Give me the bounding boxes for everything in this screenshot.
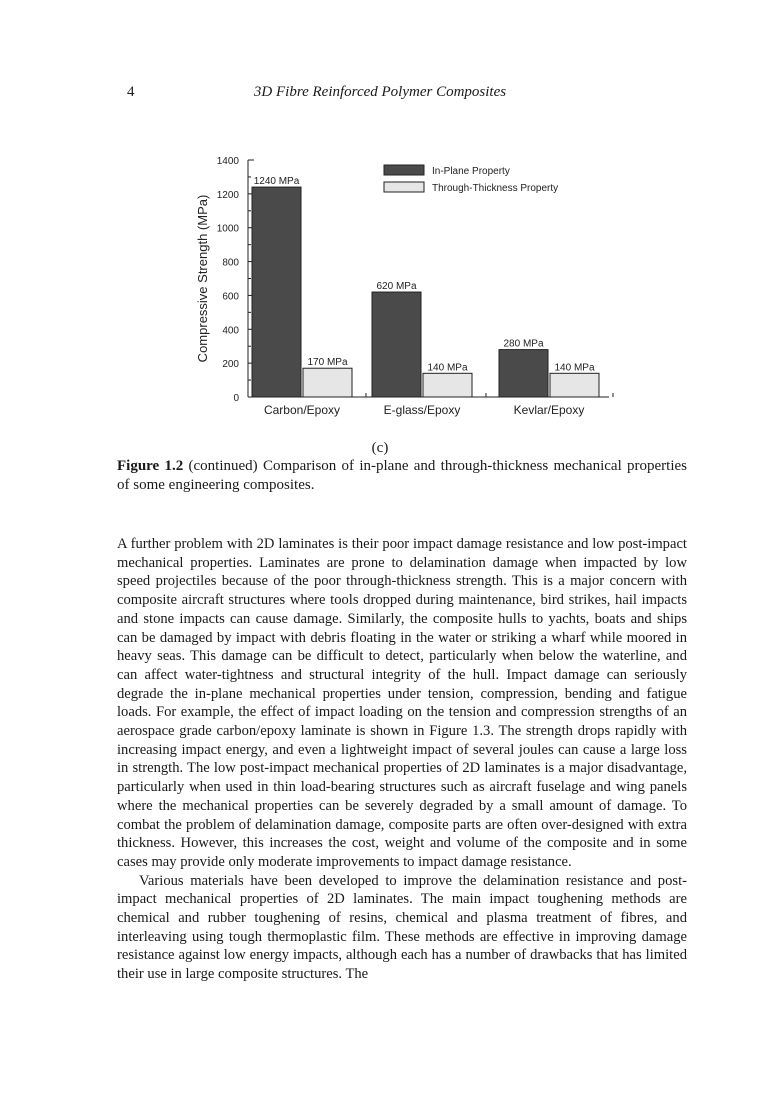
y-tick-label: 400: [222, 325, 239, 337]
y-tick-label: 600: [222, 291, 239, 303]
legend-swatch: [384, 182, 424, 192]
figure-caption: [117, 457, 687, 495]
bar-in-plane: [499, 350, 548, 397]
y-tick-label: 200: [222, 359, 239, 371]
bar-value-label: 170 MPa: [307, 357, 348, 369]
figure-chart: [160, 145, 640, 435]
figure-panel-label: (c): [371, 440, 389, 456]
x-tick-label: Carbon/Epoxy: [263, 403, 341, 417]
y-tick-label: 800: [222, 257, 239, 269]
legend-label: In-Plane Property: [432, 166, 510, 177]
bar-value-label: 140 MPa: [554, 362, 595, 374]
y-tick-label: 0: [233, 393, 239, 404]
legend-label: Through-Thickness Property: [432, 183, 559, 194]
y-tick-label: 1000: [216, 223, 239, 235]
y-tick-label: 1200: [216, 189, 239, 201]
figure-caption-text: (continued) Comparison of in-plane and through-thickness mechanical properties of some engineering composites.: [117, 458, 687, 493]
y-axis-label: Compressive Strength (MPa): [195, 194, 210, 363]
book-title: 3D Fibre Reinforced Polymer Composites: [253, 84, 507, 100]
figure-caption-label: Figure 1.2: [117, 458, 184, 474]
x-tick-label: Kevlar/Epoxy: [513, 403, 585, 417]
y-tick-label: 1400: [216, 156, 239, 167]
bar-in-plane: [372, 292, 421, 397]
bar-value-label: 280 MPa: [503, 338, 544, 350]
x-tick-label: E-glass/Epoxy: [383, 403, 461, 417]
body-paragraph-1: A further problem with 2D laminates is their poor impact damage resistance and low post-impact mechanical properties. Laminates are prone to delamination damage when impacted by low speed projectiles because of the poor through-thickness strength. This is a major concern with composite aircraft structures where tools dropped during maintenance, bird strikes, hail impacts and stone impacts can cause damage. Similarly, the composite hulls to yachts, boats and ships can be damaged by impact with debris floating in the water or striking a wharf while moored in heavy seas. This damage can be difficult to detect, particularly when below the waterline, and can affect water-tightness and structural integrity of the hull. Impact damage can seriously degrade the in-plane mechanical properties under tension, compression, bending and fatigue loads. For example, the effect of impact loading on the tension and compression strengths of an aerospace grade carbon/epoxy laminate is shown in Figure 1.3. The strength drops rapidly with increasing impact energy, and even a lightweight impact of several joules can cause a large loss in strength. The low post-impact mechanical properties of 2D laminates is a major disadvantage, particularly when used in thin load-bearing structures such as aircraft fuselage and wing panels where the mechanical properties can be severely degraded by a small amount of damage. To combat the problem of delamination damage, composite parts are often over-designed with extra thickness. However, this increases the cost, weight and volume of the composite and in some cases may provide only moderate improvements to impact damage resistance.: [117, 536, 687, 870]
bar-in-plane: [252, 187, 301, 397]
page-number: 4: [127, 84, 135, 100]
body-paragraph-2: Various materials have been developed to improve the delamination resistance and post-impact mechanical properties of 2D laminates. The main impact toughening methods are chemical and rubber toughening of resins, chemical and plasma treatment of fibres, and interleaving using tough thermoplastic film. These methods are effective in improving damage resistance against low energy impacts, although each has a number of drawbacks that has limited their use in large composite structures. The: [117, 872, 687, 983]
body-text: [117, 535, 687, 984]
legend-swatch: [384, 165, 424, 175]
bar-through-thickness: [550, 373, 599, 397]
bar-through-thickness: [303, 368, 352, 397]
bar-through-thickness: [423, 373, 472, 397]
bar-value-label: 620 MPa: [376, 281, 417, 293]
bar-value-label: 1240 MPa: [253, 176, 300, 188]
running-head: [0, 84, 760, 108]
bar-chart: [160, 145, 640, 435]
bar-value-label: 140 MPa: [427, 362, 468, 374]
